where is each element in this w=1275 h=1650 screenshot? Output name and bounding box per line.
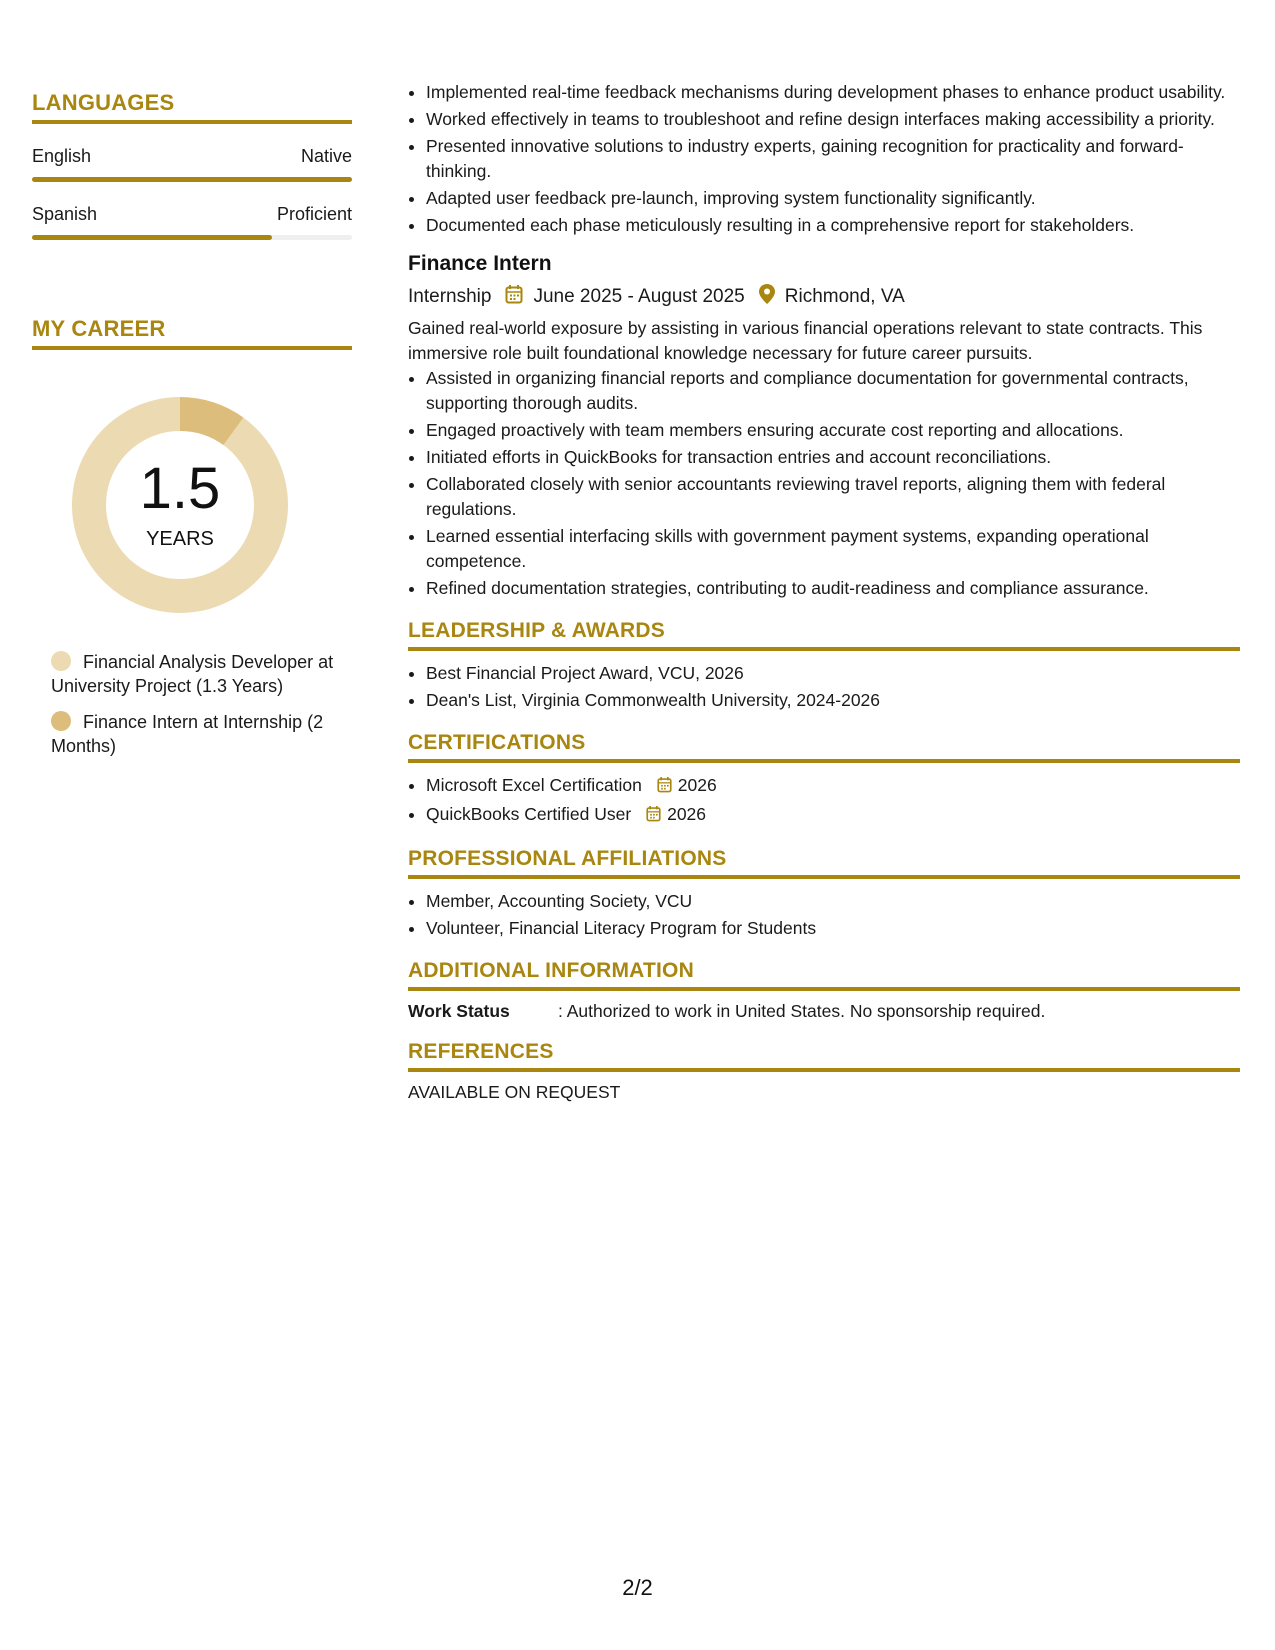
language-level: Native (300, 146, 352, 166)
previous-job-bullets (408, 80, 1240, 238)
list-item: • Worked effectively in teams to troubleshoot and refine design interfaces making accessibility a priority. (426, 107, 1240, 132)
cert-year: 2026 (667, 804, 707, 824)
references-text: AVAILABLE ON REQUEST (408, 1082, 621, 1102)
list-item: • Best Financial Project Award, VCU, 2026 (426, 661, 1240, 686)
list-item (426, 773, 1240, 800)
additional-info-heading: ADDITIONAL INFORMATION (408, 959, 1240, 991)
job-description: Gained real-world exposure by assisting in various financial operations relevant to state contracts. This immersive role built foundational knowledge necessary for future career pursuits. (408, 318, 1203, 363)
calendar-icon (657, 775, 672, 800)
job-bullets (408, 366, 1240, 601)
cert-year: 2026 (677, 775, 717, 795)
right-column (408, 80, 1240, 1103)
job-company: Internship (408, 286, 492, 307)
job-location: Richmond, VA (784, 286, 905, 307)
job-meta (408, 284, 1240, 310)
languages-heading: LANGUAGES (32, 90, 352, 124)
affiliations-section (408, 847, 1240, 941)
language-level: Proficient (276, 204, 352, 224)
language-bar-fill (32, 235, 272, 240)
language-name: Spanish (32, 204, 98, 224)
list-item: • Implemented real-time feedback mechanisms during development phases to enhance product usability. (426, 80, 1240, 105)
career-total-unit: YEARS (146, 528, 214, 550)
leadership-section (408, 619, 1240, 713)
legend-dot (51, 711, 71, 731)
work-status-row (408, 1001, 1240, 1022)
career-total-value: 1.5 (139, 456, 221, 521)
career-section (32, 316, 352, 758)
list-item: • Learned essential interfacing skills with government payment systems, expanding operational competence. (426, 524, 1240, 574)
legend-dot (51, 651, 71, 671)
list-item: • Dean's List, Virginia Commonwealth University, 2024-2026 (426, 688, 1240, 713)
references-heading: REFERENCES (408, 1040, 1240, 1072)
list-item: • Assisted in organizing financial reports and compliance documentation for governmental contracts, supporting thorough audits. (426, 366, 1240, 416)
legend-item (51, 650, 341, 698)
cert-name: Microsoft Excel Certification (426, 775, 642, 795)
donut-center (65, 390, 295, 620)
job-title: Finance Intern (408, 252, 552, 275)
language-bar (32, 177, 352, 182)
experience-entry (408, 252, 1240, 601)
languages-section (32, 90, 352, 240)
list-item: • Member, Accounting Society, VCU (426, 889, 1240, 914)
affiliations-heading: PROFESSIONAL AFFILIATIONS (408, 847, 1240, 879)
list-item: • Refined documentation strategies, contributing to audit-readiness and compliance assurance. (426, 576, 1240, 601)
location-pin-icon (759, 284, 775, 310)
list-item: • Adapted user feedback pre-launch, improving system functionality significantly. (426, 186, 1240, 211)
list-item: • Engaged proactively with team members ensuring accurate cost reporting and allocations. (426, 418, 1240, 443)
calendar-icon (505, 284, 523, 310)
work-status-value: : Authorized to work in United States. No sponsorship required. (558, 1001, 1046, 1021)
certifications-section (408, 731, 1240, 829)
language-item (32, 204, 352, 240)
legend-label: Financial Analysis Developer at University Project (1.3 Years) (51, 652, 334, 696)
additional-info-section (408, 959, 1240, 1022)
language-item (32, 146, 352, 182)
references-section (408, 1040, 1240, 1103)
certifications-heading: CERTIFICATIONS (408, 731, 1240, 763)
language-bar-fill (32, 177, 352, 182)
page-number: 2/2 (622, 1575, 653, 1600)
leadership-heading: LEADERSHIP & AWARDS (408, 619, 1240, 651)
list-item: • Initiated efforts in QuickBooks for transaction entries and account reconciliations. (426, 445, 1240, 470)
work-status-label: Work Status (408, 1001, 510, 1021)
career-donut-chart (65, 390, 295, 620)
list-item: • Presented innovative solutions to industry experts, gaining recognition for practicality and forward-thinking. (426, 134, 1240, 184)
list-item (426, 802, 1240, 829)
language-name: English (32, 146, 92, 166)
job-dates: June 2025 - August 2025 (533, 286, 745, 307)
left-column (32, 90, 352, 770)
list-item: • Collaborated closely with senior accountants reviewing travel reports, aligning them with federal regulations. (426, 472, 1240, 522)
language-bar (32, 235, 352, 240)
list-item: • Documented each phase meticulously resulting in a comprehensive report for stakeholders. (426, 213, 1240, 238)
career-legend (51, 650, 341, 758)
legend-item (51, 710, 341, 758)
career-heading: MY CAREER (32, 316, 352, 350)
list-item: • Volunteer, Financial Literacy Program for Students (426, 916, 1240, 941)
calendar-icon (646, 804, 661, 829)
legend-label: Finance Intern at Internship (2 Months) (51, 712, 324, 756)
cert-name: QuickBooks Certified User (426, 804, 632, 824)
